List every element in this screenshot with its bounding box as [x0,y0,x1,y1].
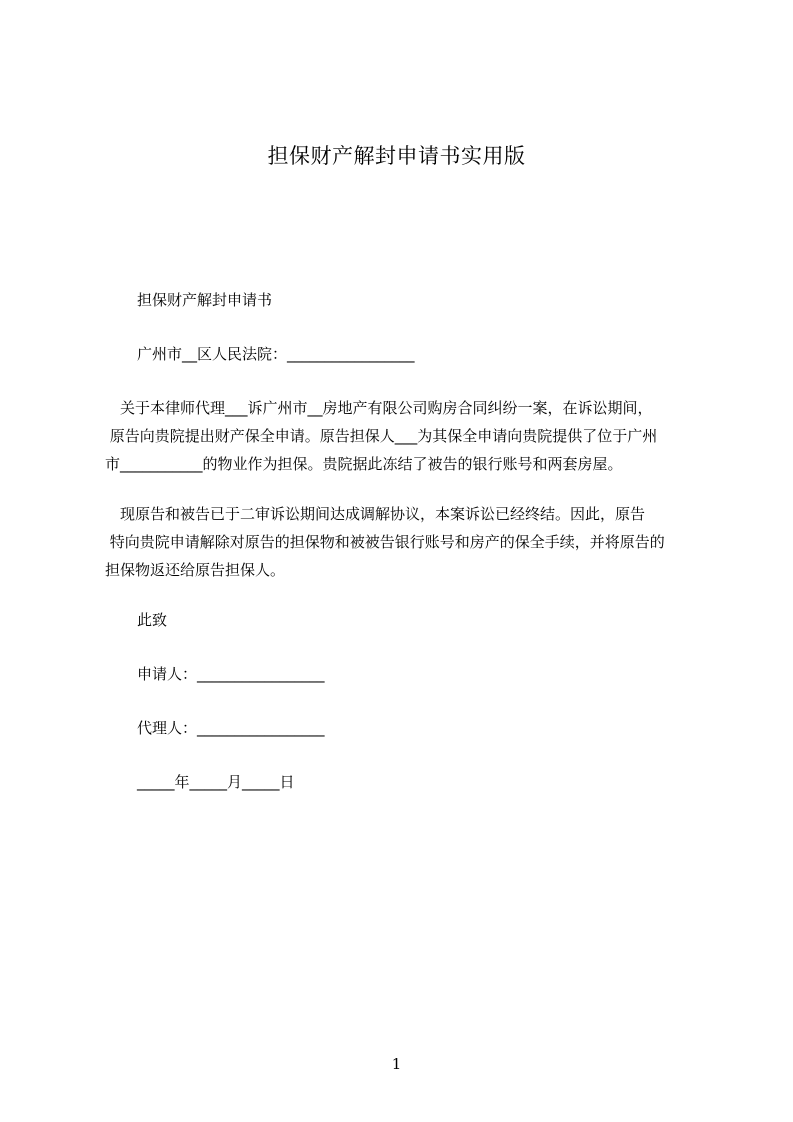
applicant-signature-line: 申请人：_________________ [137,665,325,683]
paragraph-2-line-3: 担保物返还给原告担保人。 [105,561,286,579]
closing-salutation: 此致 [137,611,168,629]
paragraph-1-line-1: 关于本律师代理___诉广州市__房地产有限公司购房合同纠纷一案，在诉讼期间， [105,399,653,417]
agent-signature-line: 代理人：_________________ [137,719,325,737]
paragraph-2-line-2: 特向贵院申请解除对原告的担保物和被被告银行账号和房产的保全手续，并将原告的 [105,533,665,551]
paragraph-2-line-1: 现原告和被告已于二审诉讼期间达成调解协议，本案诉讼已经终结。因此，原告 [105,505,646,523]
addressee-line: 广州市__区人民法院：_________________ [137,345,415,363]
body-paragraph-1 [105,394,700,478]
paragraph-1-line-3: 市___________的物业作为担保。贵院据此冻结了被告的银行账号和两套房屋。 [105,455,623,473]
body-paragraph-2 [105,500,700,584]
paragraph-1-line-2: 原告向贵院提出财产保全申请。原告担保人___为其保全申请向贵院提供了位于广州 [105,427,658,445]
document-title: 担保财产解封申请书实用版 [267,144,526,168]
date-line: _____年_____月_____日 [137,773,295,791]
page-number: 1 [391,1055,402,1073]
letter-heading: 担保财产解封申请书 [137,291,273,309]
